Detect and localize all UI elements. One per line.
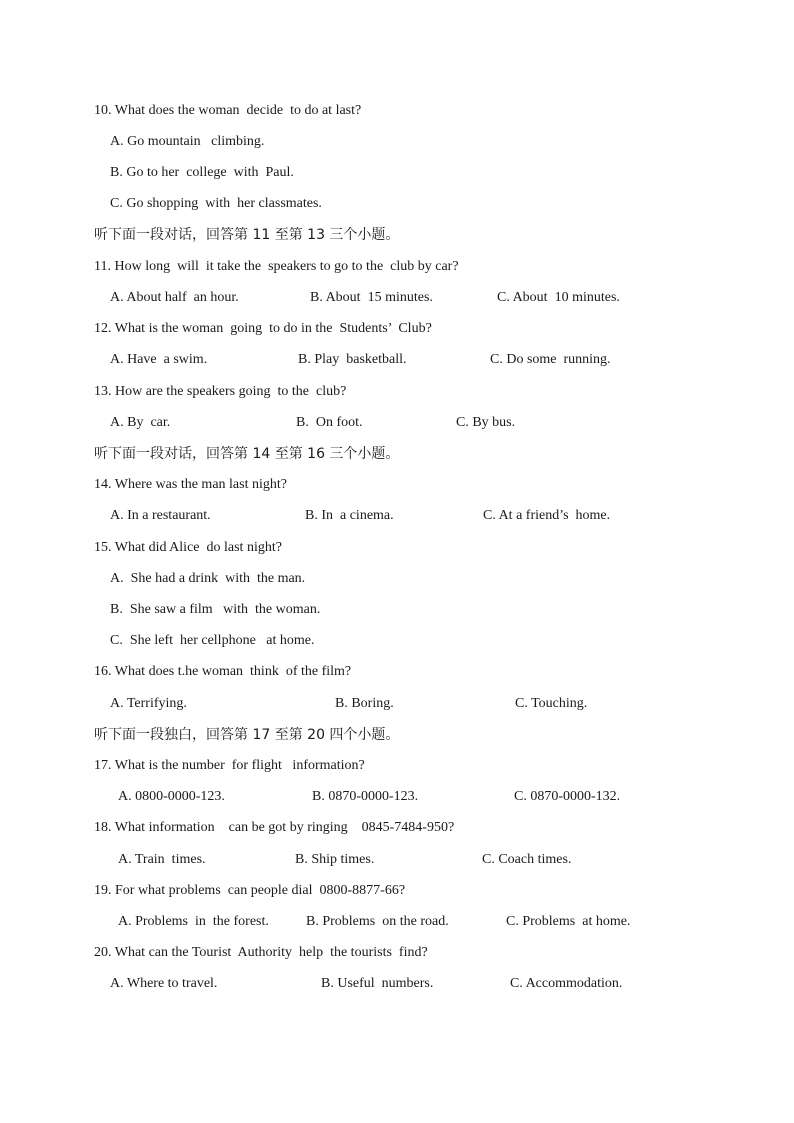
question-20-option-a: A. Where to travel.: [110, 976, 218, 991]
question-17-option-b: B. 0870-0000-123.: [312, 789, 419, 804]
question-15-option-b: B. She saw a film with the woman.: [110, 602, 321, 617]
question-14-option-b: B. In a cinema.: [305, 508, 394, 523]
question-12-option-b: B. Play basketball.: [298, 352, 407, 367]
question-13-option-c: C. By bus.: [456, 415, 516, 430]
question-10-option-b: B. Go to her college with Paul.: [110, 165, 294, 180]
question-13-stem: 13. How are the speakers going to the club?: [94, 384, 347, 399]
question-16-option-b: B. Boring.: [335, 696, 394, 711]
question-16-option-a: A. Terrifying.: [110, 696, 187, 711]
section-instruction-14-16: 听下面一段对话，回答第 14 至第 16 三个小题。: [94, 446, 400, 462]
question-17-option-a: A. 0800-0000-123.: [118, 789, 225, 804]
question-10-stem: 10. What does the woman decide to do at last?: [94, 103, 362, 118]
question-11-option-b: B. About 15 minutes.: [310, 290, 433, 305]
question-12-option-c: C. Do some running.: [490, 352, 611, 367]
question-16-option-c: C. Touching.: [515, 696, 588, 711]
question-20-option-c: C. Accommodation.: [510, 976, 623, 991]
question-19-stem: 19. For what problems can people dial 0800-8877-66?: [94, 883, 406, 898]
question-17-stem: 17. What is the number for flight information?: [94, 758, 365, 773]
question-17-option-c: C. 0870-0000-132.: [514, 789, 621, 804]
section-instruction-17-20: 听下面一段独白，回答第 17 至第 20 四个小题。: [94, 727, 400, 743]
question-11-stem: 11. How long will it take the speakers to go to the club by car?: [94, 259, 459, 274]
question-18-stem: 18. What information can be got by ringing 0845-7484-950?: [94, 820, 455, 835]
question-18-option-c: C. Coach times.: [482, 852, 572, 867]
question-13-option-b: B. On foot.: [296, 415, 363, 430]
question-14-stem: 14. Where was the man last night?: [94, 477, 287, 492]
question-15-option-a: A. She had a drink with the man.: [110, 571, 306, 586]
question-20-option-b: B. Useful numbers.: [321, 976, 434, 991]
question-15-stem: 15. What did Alice do last night?: [94, 540, 282, 555]
question-10-option-c: C. Go shopping with her classmates.: [110, 196, 322, 211]
question-18-option-b: B. Ship times.: [295, 852, 375, 867]
question-19-option-a: A. Problems in the forest.: [118, 914, 269, 929]
question-10-option-a: A. Go mountain climbing.: [110, 134, 265, 149]
question-15-option-c: C. She left her cellphone at home.: [110, 633, 315, 648]
question-18-option-a: A. Train times.: [118, 852, 206, 867]
question-16-stem: 16. What does t.he woman think of the film?: [94, 664, 352, 679]
question-13-option-a: A. By car.: [110, 415, 171, 430]
question-11-option-c: C. About 10 minutes.: [497, 290, 620, 305]
question-14-option-a: A. In a restaurant.: [110, 508, 211, 523]
question-19-option-b: B. Problems on the road.: [306, 914, 449, 929]
question-12-option-a: A. Have a swim.: [110, 352, 208, 367]
question-11-option-a: A. About half an hour.: [110, 290, 239, 305]
question-19-option-c: C. Problems at home.: [506, 914, 631, 929]
question-20-stem: 20. What can the Tourist Authority help the tourists find?: [94, 945, 428, 960]
question-14-option-c: C. At a friend’s home.: [483, 508, 611, 523]
section-instruction-11-13: 听下面一段对话，回答第 11 至第 13 三个小题。: [94, 227, 400, 243]
question-12-stem: 12. What is the woman going to do in the Students’ Club?: [94, 321, 432, 336]
